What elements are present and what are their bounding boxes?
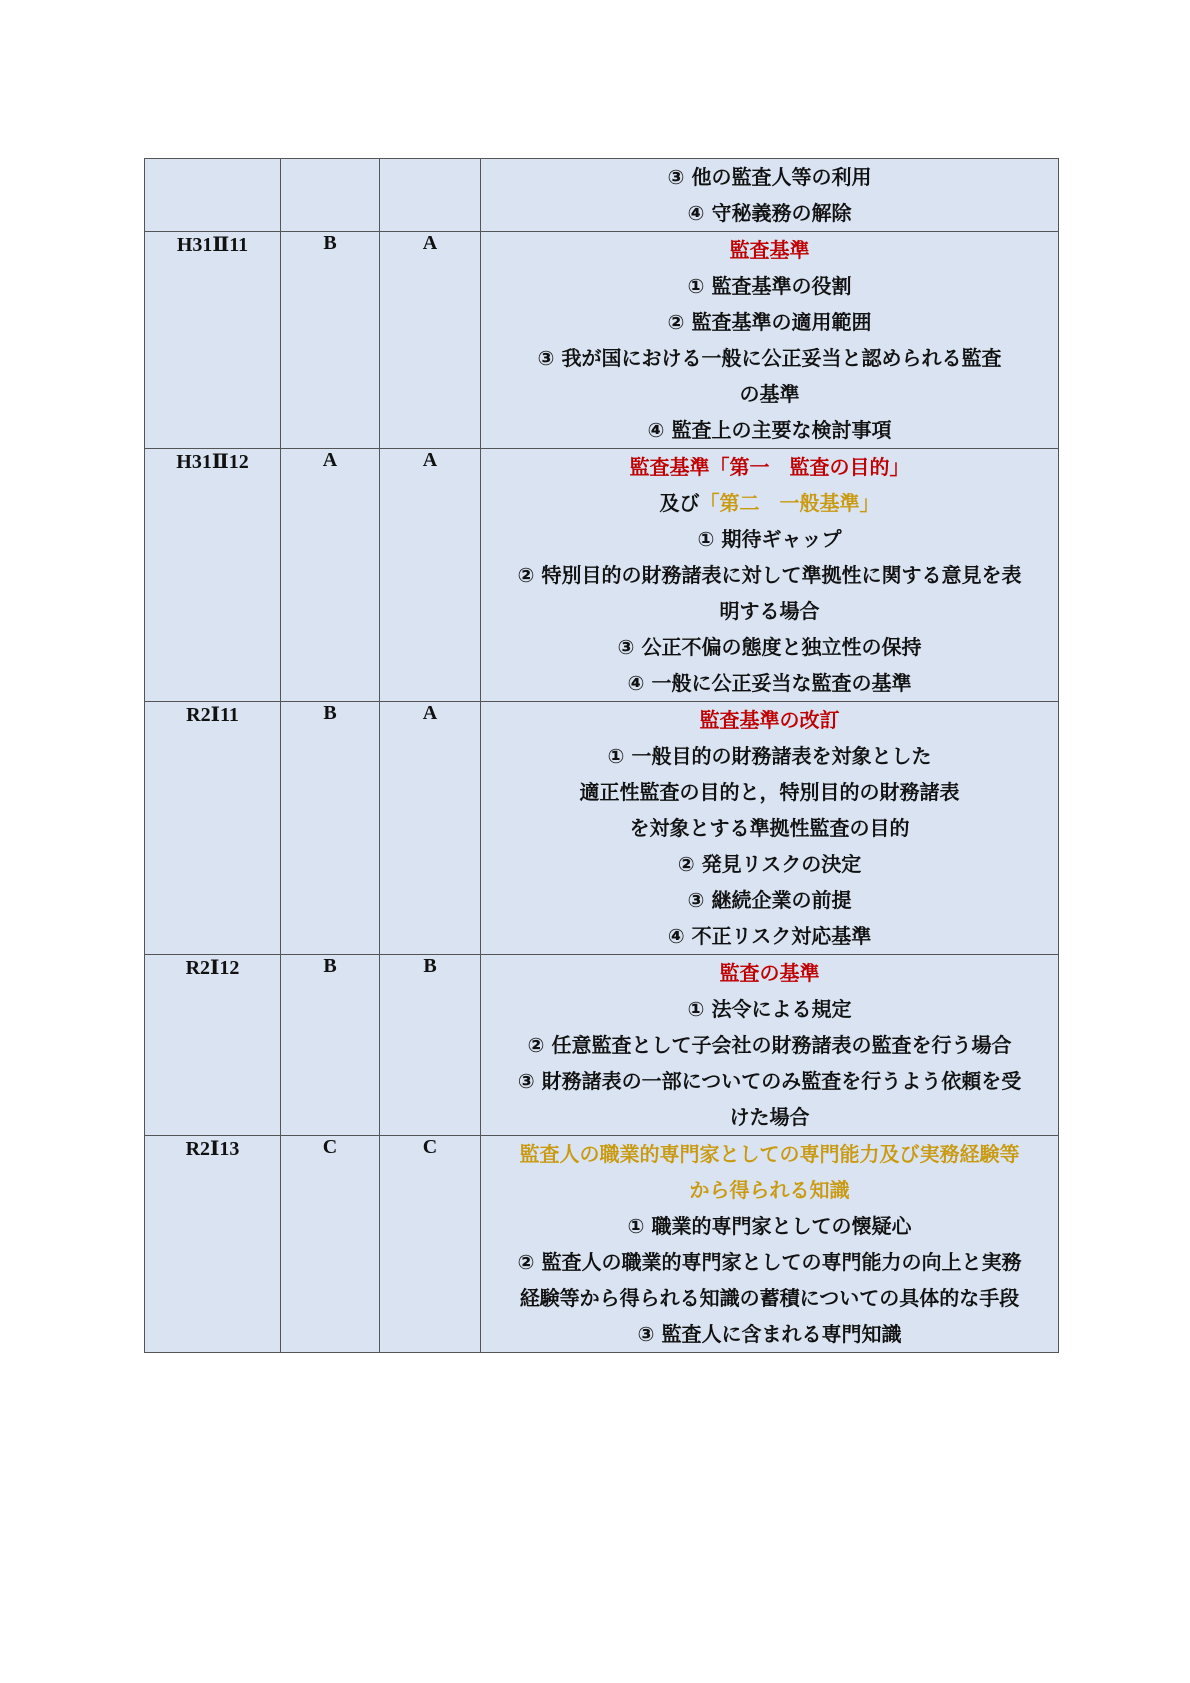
grade-a-cell: B bbox=[281, 702, 380, 955]
topics-cell bbox=[481, 955, 1059, 1136]
grade-b-cell: B bbox=[380, 955, 481, 1136]
topic-line bbox=[481, 195, 1058, 231]
grade-b-cell: A bbox=[380, 702, 481, 955]
table-row bbox=[145, 1136, 1059, 1353]
topic-line bbox=[481, 702, 1058, 738]
topic-text: 経験等から得られる知識の蓄積についての具体的な手段 bbox=[519, 1286, 1020, 1310]
topic-text: けた場合 bbox=[729, 1105, 810, 1129]
topic-line bbox=[481, 521, 1058, 557]
topic-text: ④ 不正リスク対応基準 bbox=[667, 924, 872, 948]
table-body bbox=[145, 159, 1059, 1353]
topic-line bbox=[481, 449, 1058, 485]
table-row bbox=[145, 955, 1059, 1136]
question-code-cell: H31Ⅱ12 bbox=[145, 449, 281, 702]
table-row bbox=[145, 449, 1059, 702]
topic-text: ③ 継続企業の前提 bbox=[687, 888, 852, 912]
topics-cell bbox=[481, 702, 1059, 955]
topic-line bbox=[481, 376, 1058, 412]
topic-text: ① 職業的専門家としての懐疑心 bbox=[627, 1214, 912, 1238]
grade-b-cell: C bbox=[380, 1136, 481, 1353]
question-code-cell: H31Ⅱ11 bbox=[145, 232, 281, 449]
topic-heading: 監査基準「第一 監査の目的」 bbox=[629, 455, 910, 479]
grade-a-cell: B bbox=[281, 955, 380, 1136]
topic-line bbox=[481, 412, 1058, 448]
topic-line bbox=[481, 665, 1058, 701]
topic-text: ③ 監査人に含まれる専門知識 bbox=[637, 1322, 902, 1346]
table-row bbox=[145, 232, 1059, 449]
topic-text: ③ 我が国における一般に公正妥当と認められる監査 bbox=[537, 346, 1002, 370]
grade-a-cell: B bbox=[281, 232, 380, 449]
topic-line bbox=[481, 629, 1058, 665]
topic-line bbox=[481, 810, 1058, 846]
topics-cell bbox=[481, 449, 1059, 702]
exam-topics-table bbox=[144, 158, 1059, 1353]
topic-line bbox=[481, 557, 1058, 593]
topic-text: 及び bbox=[659, 491, 700, 515]
topic-line bbox=[481, 738, 1058, 774]
topic-line bbox=[481, 955, 1058, 991]
topic-line bbox=[481, 1316, 1058, 1352]
topic-line bbox=[481, 918, 1058, 954]
grade-a-cell: A bbox=[281, 449, 380, 702]
topic-text: ③ 他の監査人等の利用 bbox=[667, 165, 872, 189]
topic-text: 明する場合 bbox=[719, 599, 820, 623]
topic-heading: 監査人の職業的専門家としての専門能力及び実務経験等 bbox=[519, 1142, 1020, 1166]
topic-text: ④ 守秘義務の解除 bbox=[687, 201, 852, 225]
topic-text: ② 監査基準の適用範囲 bbox=[667, 310, 872, 334]
topic-line bbox=[481, 1244, 1058, 1280]
topic-text: ② 発見リスクの決定 bbox=[677, 852, 862, 876]
topic-text: ④ 一般に公正妥当な監査の基準 bbox=[627, 671, 912, 695]
grade-a-cell bbox=[281, 159, 380, 232]
topic-line bbox=[481, 340, 1058, 376]
topic-text: ② 監査人の職業的専門家としての専門能力の向上と実務 bbox=[517, 1250, 1022, 1274]
topic-text: ① 監査基準の役割 bbox=[687, 274, 852, 298]
topic-line bbox=[481, 304, 1058, 340]
topic-heading: 監査基準の改訂 bbox=[699, 708, 840, 732]
question-code-cell bbox=[145, 159, 281, 232]
topic-line bbox=[481, 1099, 1058, 1135]
topic-line bbox=[481, 593, 1058, 629]
question-code-cell: R2Ⅰ12 bbox=[145, 955, 281, 1136]
topic-heading: 「第二 一般基準」 bbox=[699, 491, 880, 515]
topic-text: の基準 bbox=[739, 382, 800, 406]
topic-line bbox=[481, 1172, 1058, 1208]
topic-line bbox=[481, 159, 1058, 195]
topic-line bbox=[481, 1027, 1058, 1063]
table-row bbox=[145, 159, 1059, 232]
question-code-cell: R2Ⅰ11 bbox=[145, 702, 281, 955]
grade-b-cell: A bbox=[380, 232, 481, 449]
topic-line bbox=[481, 268, 1058, 304]
topic-line bbox=[481, 485, 1058, 521]
table-row bbox=[145, 702, 1059, 955]
topic-text: ① 期待ギャップ bbox=[697, 527, 842, 551]
question-code-cell: R2Ⅰ13 bbox=[145, 1136, 281, 1353]
topic-text: ① 一般目的の財務諸表を対象とした bbox=[607, 744, 932, 768]
topic-heading: から得られる知識 bbox=[689, 1178, 850, 1202]
topic-text: ④ 監査上の主要な検討事項 bbox=[647, 418, 892, 442]
topic-text: 適正性監査の目的と，特別目的の財務諸表 bbox=[579, 780, 960, 804]
grade-b-cell: A bbox=[380, 449, 481, 702]
topic-text: を対象とする準拠性監査の目的 bbox=[629, 816, 910, 840]
topic-text: ② 任意監査として子会社の財務諸表の監査を行う場合 bbox=[527, 1033, 1012, 1057]
topic-line bbox=[481, 1136, 1058, 1172]
topic-line bbox=[481, 774, 1058, 810]
grade-b-cell bbox=[380, 159, 481, 232]
topic-heading: 監査の基準 bbox=[719, 961, 820, 985]
topic-line bbox=[481, 882, 1058, 918]
topic-heading: 監査基準 bbox=[729, 238, 810, 262]
topics-cell bbox=[481, 232, 1059, 449]
topic-line bbox=[481, 1063, 1058, 1099]
topic-text: ① 法令による規定 bbox=[687, 997, 852, 1021]
topic-line bbox=[481, 232, 1058, 268]
topic-text: ② 特別目的の財務諸表に対して準拠性に関する意見を表 bbox=[517, 563, 1022, 587]
topics-cell bbox=[481, 159, 1059, 232]
topic-line bbox=[481, 1280, 1058, 1316]
topics-cell bbox=[481, 1136, 1059, 1353]
topic-text: ③ 財務諸表の一部についてのみ監査を行うよう依頼を受 bbox=[517, 1069, 1022, 1093]
topic-line bbox=[481, 991, 1058, 1027]
topic-line bbox=[481, 846, 1058, 882]
grade-a-cell: C bbox=[281, 1136, 380, 1353]
topic-line bbox=[481, 1208, 1058, 1244]
topic-text: ③ 公正不偏の態度と独立性の保持 bbox=[617, 635, 922, 659]
